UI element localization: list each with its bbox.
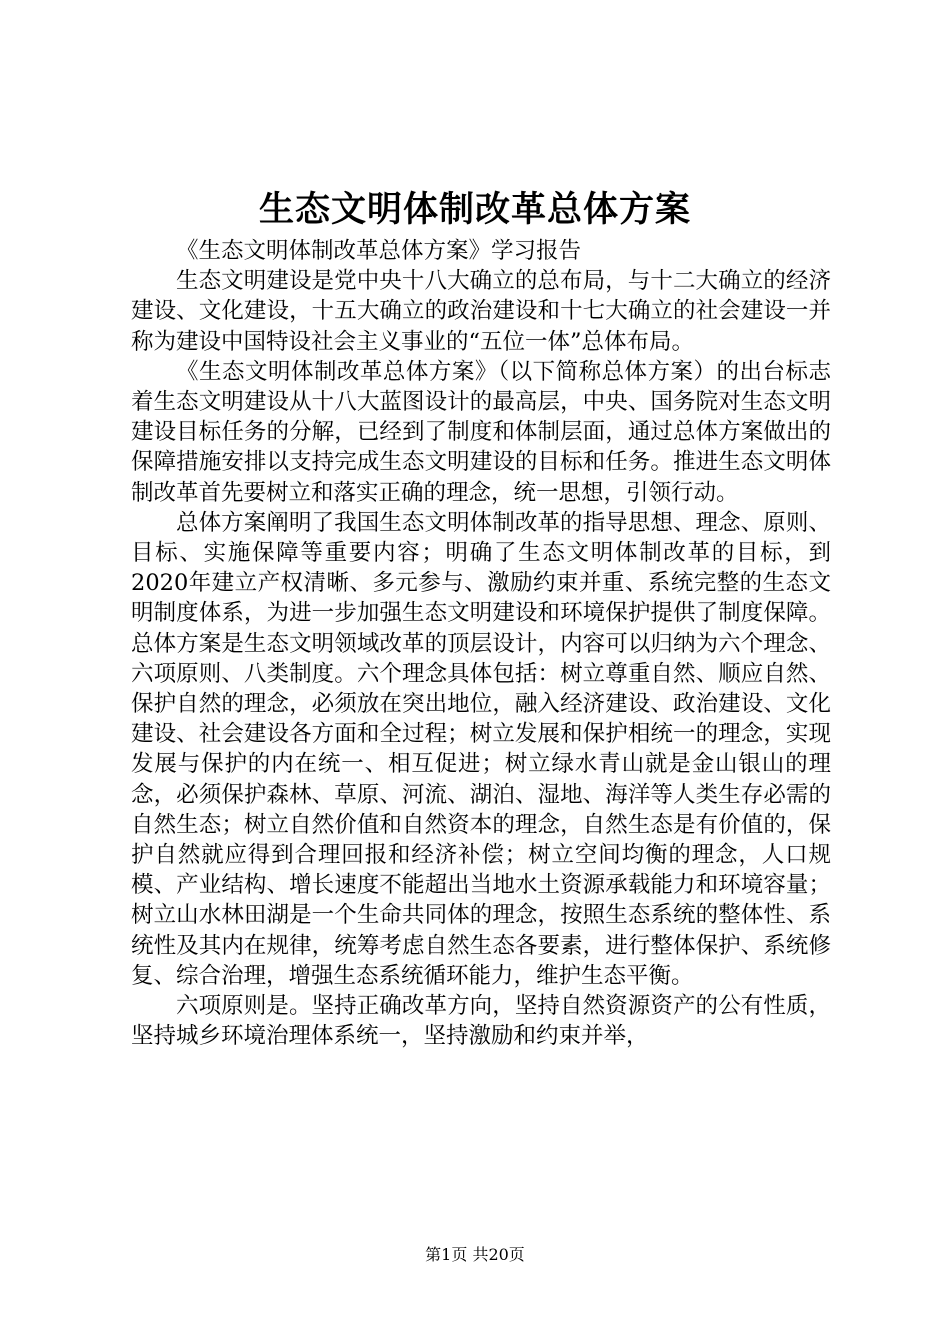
document-title: 生态文明体制改革总体方案 [258, 189, 691, 230]
page-indicator: 第1页 共20页 [425, 1245, 525, 1264]
paragraph-subtitle: 《生态文明体制改革总体方案》学习报告 [176, 238, 582, 264]
paragraph: 生态文明建设是党中央十八大确立的总布局，与十二大确立的经济建设、文化建设，十五大确立的政治建设和十七大确立的社会建设一并称为建设中国特设社会主义事业的“五位一体”总体布局。 [131, 268, 831, 355]
paragraph: 总体方案阐明了我国生态文明体制改革的指导思想、理念、原则、目标、实施保障等重要内容；明确了生态文明体制改革的目标，到2020年建立产权清晰、多元参与、激励约束并重、系统完整的生态文明制度体系，为进一步加强生态文明建设和环境保护提供了制度保障。总体方案是生态文明领域改革的顶层设计，内容可以归纳为六个理念、六项原则、八类制度。六个理念具体包括：树立尊重自然、顺应自然、保护自然的理念，必须放在突出地位，融入经济建设、政治建设、文化建设、社会建设各方面和全过程；树立发展和保护相统一的理念，实现发展与保护的内在统一、相互促进；树立绿水青山就是金山银山的理念，必须保护森林、草原、河流、湖泊、湿地、海洋等人类生存必需的自然生态；树立自然价值和自然资本的理念，自然生态是有价值的，保护自然就应得到合理回报和经济补偿；树立空间均衡的理念，人口规模、产业结构、增长速度不能超出当地水土资源承载能力和环境容量；树立山水林田湖是一个生命共同体的理念，按照生态系统的整体性、系统性及其内在规律，统筹考虑自然生态各要素，进行整体保护、系统修复、综合治理，增强生态系统循环能力，维护生态平衡。 [131, 509, 831, 989]
document-body [131, 236, 831, 1051]
paragraph: 《生态文明体制改革总体方案》（以下简称总体方案）的出台标志着生态文明建设从十八大蓝图设计的最高层，中央、国务院对生态文明建设目标任务的分解，已经到了制度和体制层面，通过总体方案做出的保障措施安排以支持完成生态文明建设的目标和任务。推进生态文明体制改革首先要树立和落实正确的理念，统一思想，引领行动。 [131, 358, 831, 506]
paragraph: 六项原则是。坚持正确改革方向，坚持自然资源资产的公有性质，坚持城乡环境治理体系统一，坚持激励和约束并举， [131, 993, 831, 1050]
